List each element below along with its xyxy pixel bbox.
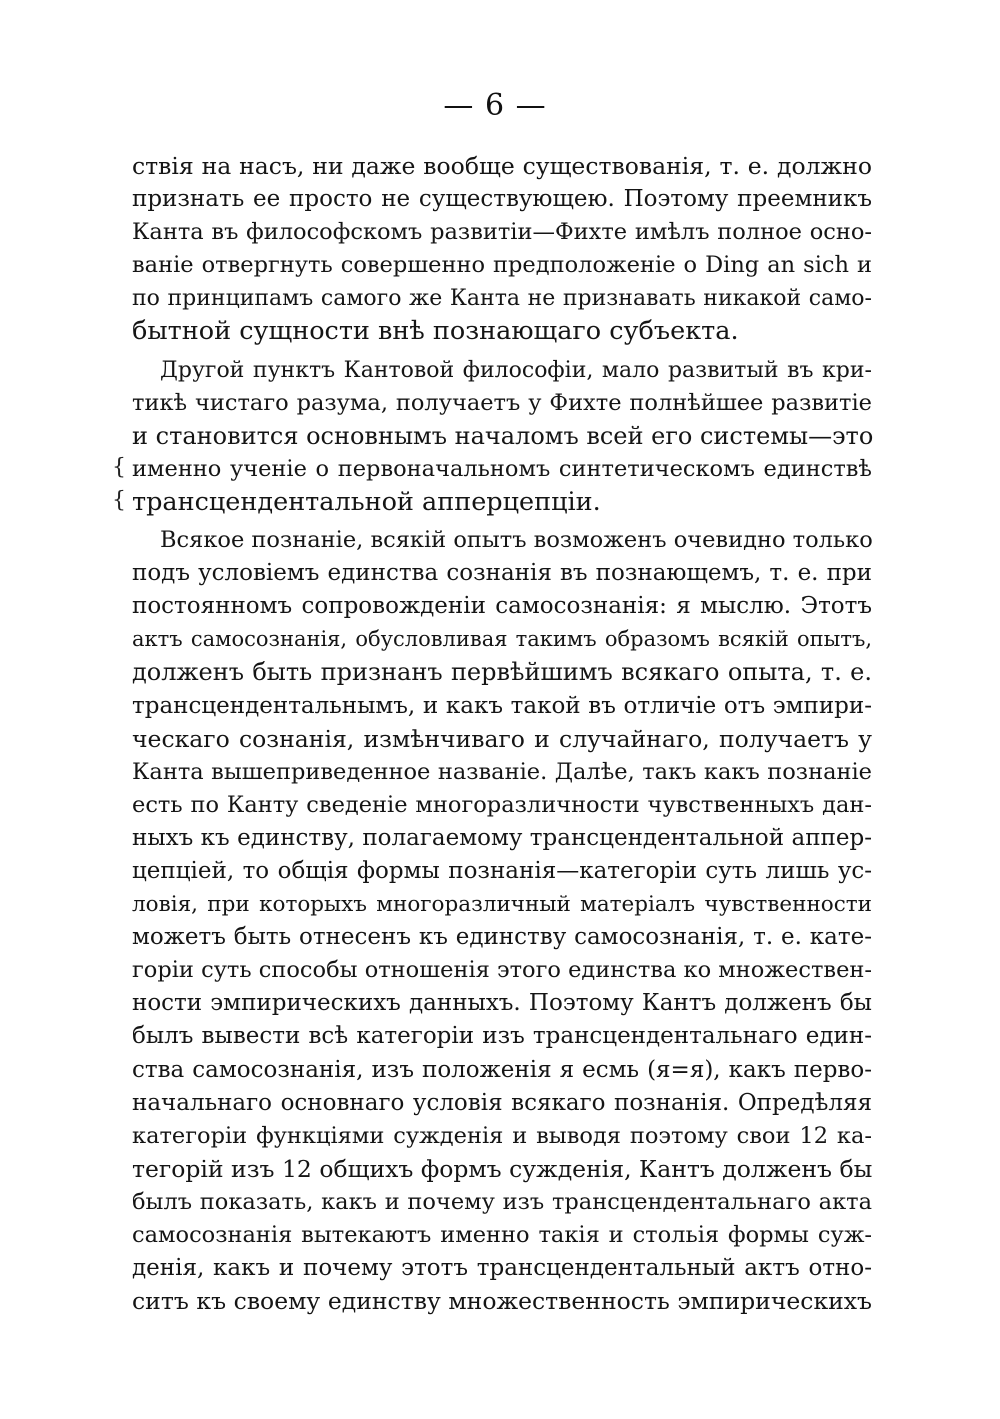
text-line: можетъ быть отнесенъ къ единству самосознанія, т. е. кате-: [132, 924, 872, 951]
text-line: актъ самосознанія, обусловливая такимъ образомъ всякій опытъ,: [132, 627, 872, 652]
text-line: есть по Канту сведеніе многоразличности чувственныхъ дан-: [132, 791, 872, 818]
text-line: именно ученіе о первоначальномъ синтетическомъ единствѣ: [132, 455, 872, 482]
text-line: ствія на насъ, ни даже вообще существованія, т. е. должно: [132, 152, 872, 180]
text-line: Другой пунктъ Кантовой философіи, мало развитый въ кри-: [160, 357, 872, 383]
body-text: [132, 150, 872, 1318]
text-line: былъ вывести всѣ категоріи изъ трансцендентальнаго един-: [132, 1023, 872, 1050]
paragraph: [132, 524, 872, 1318]
text-line: тикѣ чистаго разума, получаетъ у Фихте полнѣйшее развитіе: [132, 389, 872, 416]
text-line: постоянномъ сопровожденіи самосознанія: я мыслю. Этотъ: [132, 593, 872, 620]
text-line: ныхъ къ единству, полагаемому трансцендентальной аппер-: [132, 824, 872, 851]
margin-mark: {: [112, 455, 126, 480]
text-line: денія, какъ и почему этотъ трансцендентальный актъ отно-: [132, 1255, 872, 1282]
text-line: и становится основнымъ началомъ всей его системы—это: [132, 421, 874, 450]
text-line: долженъ быть признанъ первѣйшимъ всякаго опыта, т. е.: [132, 658, 872, 687]
text-line: трансцендентальной апперцепціи.: [132, 486, 601, 517]
margin-mark: {: [112, 488, 126, 513]
text-line: ситъ къ своему единству множественность эмпирическихъ: [132, 1287, 872, 1316]
text-line: признать ее просто не существующею. Поэтому преемникъ: [132, 186, 872, 213]
text-line: категоріи функціями сужденія и выводя поэтому свои 12 ка-: [132, 1122, 872, 1149]
page-number: — 6 —: [443, 88, 547, 123]
text-line: трансцендентальнымъ, и какъ такой въ отличіе отъ эмпири-: [132, 692, 872, 719]
paragraph: [132, 150, 872, 349]
text-line: ваніе отвергнуть совершенно предположеніе о Ding an sich и: [132, 252, 872, 279]
paragraph: [132, 354, 872, 519]
text-line: подъ условіемъ единства сознанія въ познающемъ, т. е. при: [132, 560, 872, 587]
text-line: тегорій изъ 12 общихъ формъ сужденія, Кантъ долженъ бы: [132, 1154, 873, 1183]
text-line: Канта вышеприведенное названіе. Далѣе, такъ какъ познаніе: [132, 758, 872, 785]
text-line: самосознанія вытекаютъ именно такія и стольія формы суж-: [132, 1222, 872, 1248]
text-line: былъ показать, какъ и почему изъ трансцендентальнаго акта: [132, 1188, 872, 1215]
text-line: начальнаго основнаго условія всякаго познанія. Опредѣляя: [132, 1089, 872, 1116]
text-line: цепціей, то общія формы познанія—категоріи суть лишь ус-: [132, 857, 872, 884]
text-line: горіи суть способы отношенія этого единства ко множествен-: [132, 957, 872, 984]
text-line: бытной сущности внѣ познающаго субъекта.: [132, 316, 739, 347]
text-line: Всякое познаніе, всякій опытъ возможенъ очевидно только: [160, 527, 873, 554]
text-line: по принципамъ самого же Канта не признавать никакой само-: [132, 286, 872, 312]
text-line: Канта въ философскомъ развитіи—Фихте имѣлъ полное осно-: [132, 219, 872, 246]
text-line: ства самосознанія, изъ положенія я есмь (я=я), какъ перво-: [132, 1056, 872, 1083]
text-line: ческаго сознанія, измѣнчиваго и случайнаго, получаетъ у: [132, 724, 872, 753]
text-line: ности эмпирическихъ данныхъ. Поэтому Кантъ долженъ бы: [132, 990, 872, 1017]
text-line: ловія, при которыхъ многоразличный матеріалъ чувственности: [132, 892, 872, 918]
